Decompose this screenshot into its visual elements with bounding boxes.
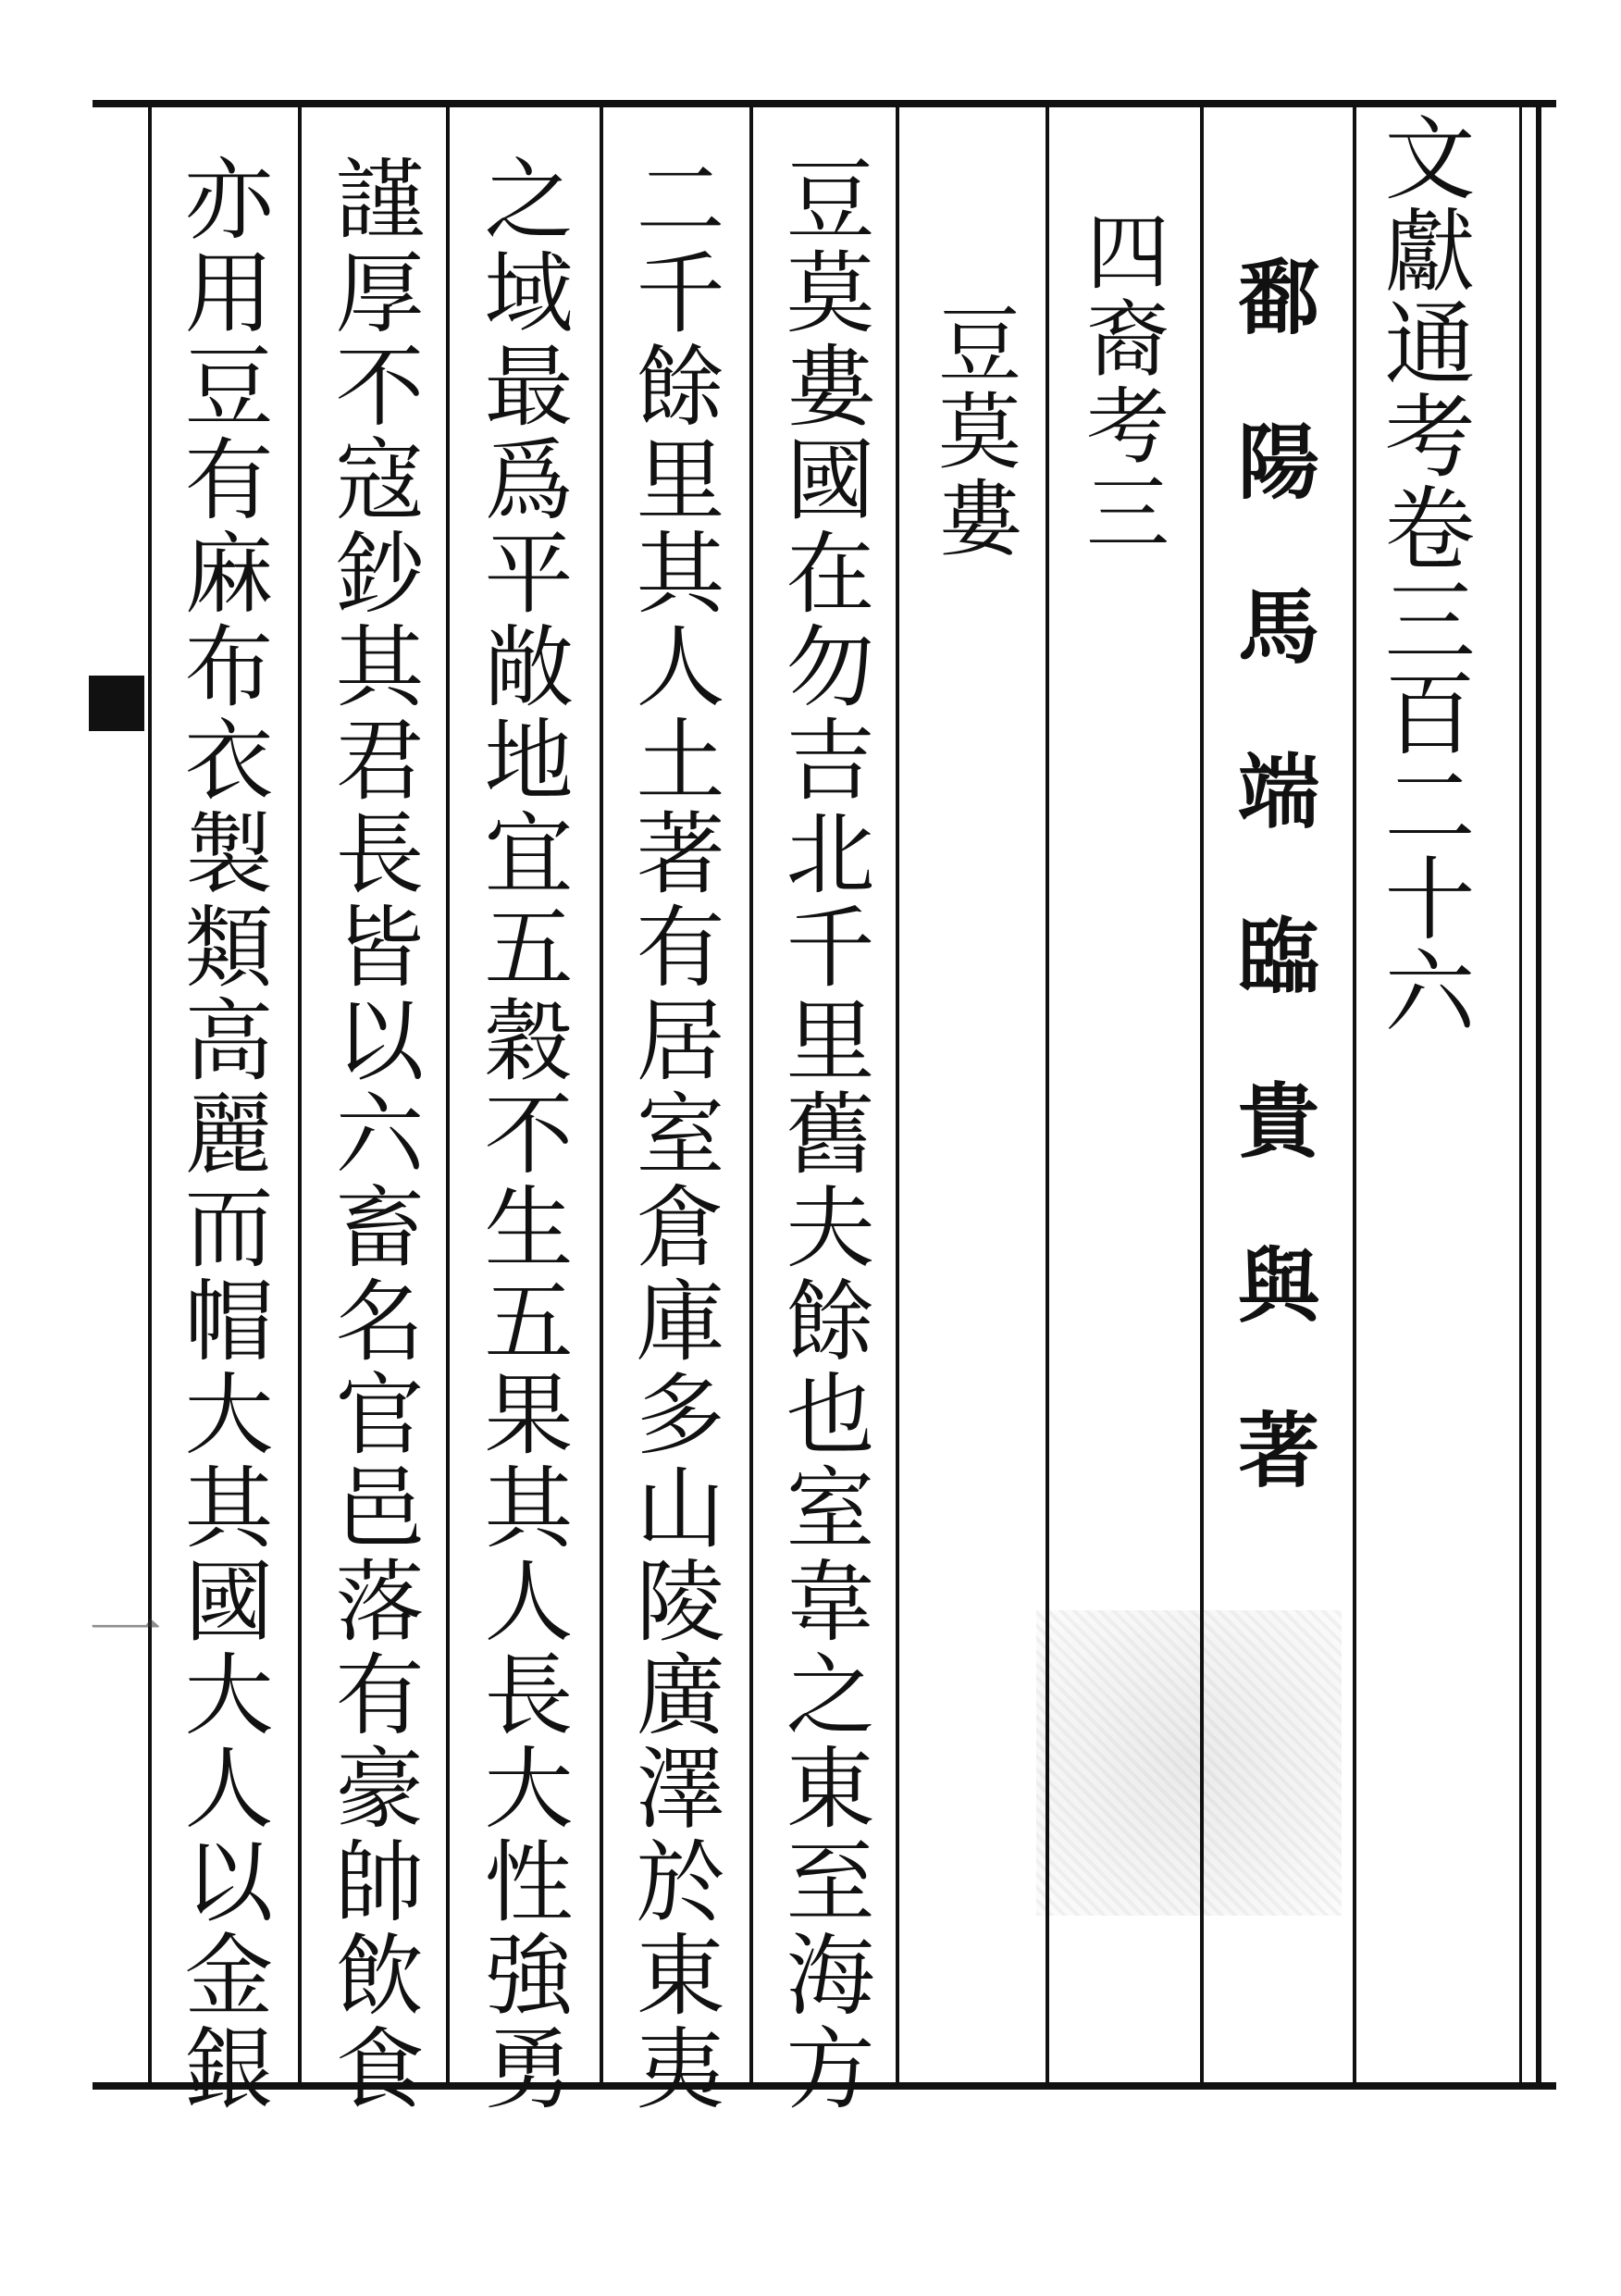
rule-left xyxy=(148,100,152,2090)
body-column-3: 之域最爲平敞地宜五穀不生五果其人長大性強勇 xyxy=(470,153,574,2116)
section-heading: 四裔考三 xyxy=(1071,208,1169,556)
body-column-5: 亦用豆有麻布衣製類高麗而帽大其國大人以金銀 xyxy=(170,153,274,2116)
rule-outer-right-thin xyxy=(1519,100,1522,2090)
rule-outer-right xyxy=(1536,100,1541,2090)
folio-mark: 一 xyxy=(76,1592,162,1666)
author-line: 鄱陽馬端臨貴與著 xyxy=(1225,254,1321,1572)
entry-heading: 豆莫婁 xyxy=(923,301,1021,562)
seal-stamp xyxy=(1036,1610,1342,1916)
rule-5 xyxy=(749,100,753,2090)
body-column-1: 豆莫婁國在勿吉北千里舊夫餘也室韋之東至海方 xyxy=(772,153,875,2116)
body-column-4: 謹厚不寇鈔其君長皆以六畜名官邑落有豪帥飲食 xyxy=(321,153,425,2116)
rule-8 xyxy=(298,100,302,2090)
rule-4 xyxy=(896,100,899,2090)
leaf-edge-mark xyxy=(89,676,144,731)
body-column-2: 二千餘里其人土著有居室倉庫多山陵廣澤於東夷 xyxy=(622,153,725,2116)
rule-1 xyxy=(1353,100,1356,2090)
volume-title: 文獻通考卷三百二十六 xyxy=(1369,111,1475,1036)
rule-6 xyxy=(600,100,603,2090)
rule-7 xyxy=(446,100,450,2090)
